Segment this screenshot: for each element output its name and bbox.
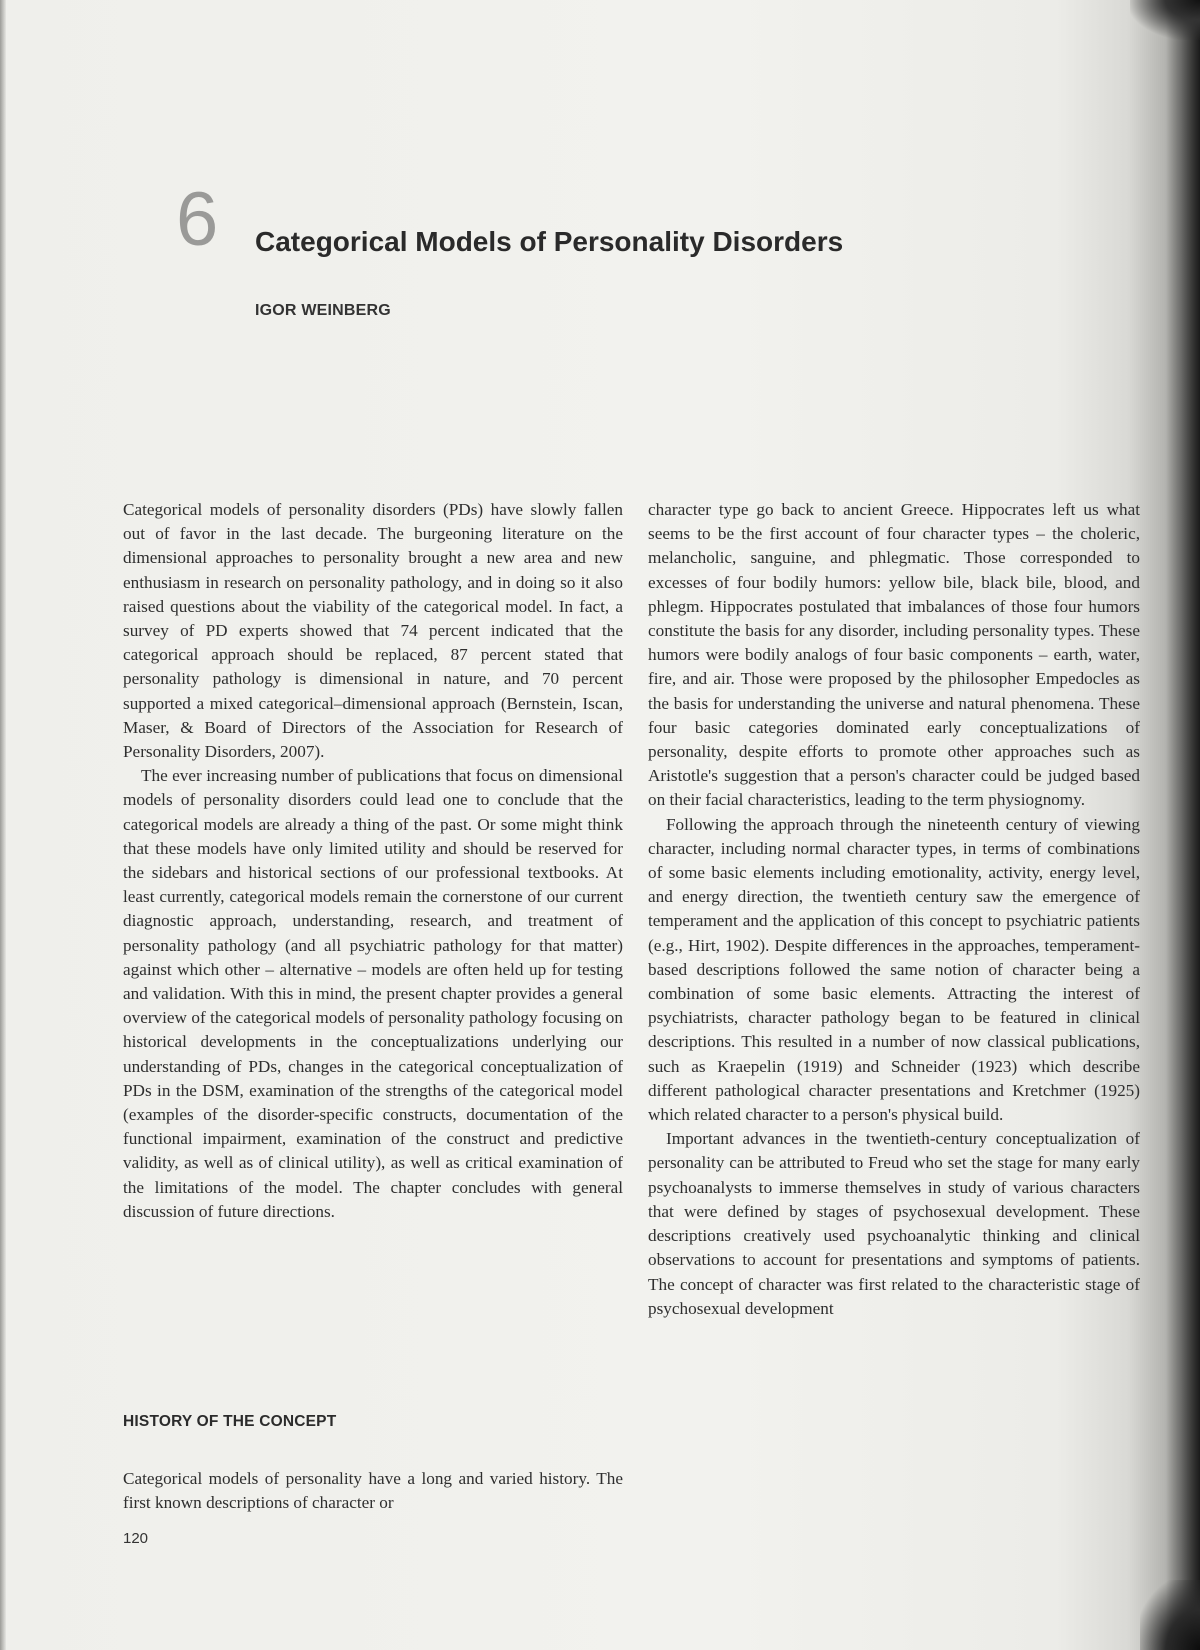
chapter-title: Categorical Models of Personality Disorders xyxy=(255,226,844,257)
right-paragraph-2: Following the approach through the nineteenth century of viewing character, including normal character types, in terms of combinations of some basic elements including emotionality, activity, energy level, and energy direction, the twentieth century saw the emergence of temperament and the application of this concept to psychiatric patients (e.g., Hirt, 1902). Despite differences in the approaches, temperament-based descriptions followed the same notion of character being a combination of some basic elements. Attracting the interest of psychiatrists, character pathology began to be featured in clinical descriptions. This resulted in a number of now classical publications, such as Kraepelin (1919) and Schneider (1923) which describe different pathological character presentations and Kretchmer (1925) which related character to a person's physical build. xyxy=(648,814,1140,1125)
left-paragraph-1: Categorical models of personality disorders (PDs) have slowly fallen out of favor in the last decade. The burgeoning literature on the dimensional approaches to personality brought a new area and new enthusiasm in research on personality pathology, and in doing so it also raised questions about the viability of the categorical model. In fact, a survey of PD experts showed that 74 percent indicated that the categorical approach should be replaced, 87 percent stated that personality pathology is dimensional in nature, and 70 percent supported a mixed categorical–dimensional approach (Bernstein, Iscan, Maser, & Board of Directors of the Association for Research of Personality Disorders, 2007). xyxy=(123,500,623,762)
page-corner-top xyxy=(1130,0,1200,40)
left-paragraph-2: The ever increasing number of publications that focus on dimensional models of personality disorders could lead one to conclude that the categorical models are already a thing of the past. Or some might think that these models have only limited utility and should be reserved for the sidebars and historical sections of our professional textbooks. At least currently, categorical models remain the cornerstone of our current diagnostic approach, understanding, research, and treatment of personality pathology (and all psychiatric pathology for that matter) against which other – alternative – models are often held up for testing and validation. With this in mind, the present chapter provides a general overview of the categorical models of personality pathology focusing on historical developments in the conceptualizations underlying our understanding of PDs, changes in the categorical conceptualization of PDs in the DSM, examination of the strengths of the categorical model (examples of the disorder-specific constructs, documentation of the functional impairment, examination of the construct and predictive validity, as well as of clinical utility), as well as critical examination of the limitations of the model. The chapter concludes with general discussion of future directions. xyxy=(123,766,623,1221)
section-heading: HISTORY OF THE CONCEPT xyxy=(123,1413,337,1430)
left-column xyxy=(123,498,623,1224)
right-column xyxy=(648,498,1140,1321)
section-paragraph: Categorical models of personality have a long and varied history. The first known descriptions of character or xyxy=(123,1469,623,1513)
right-paragraph-3: Important advances in the twentieth-century conceptualization of personality can be attributed to Freud who set the stage for many early psychoanalysts to immerse themselves in study of various characters that were defined by stages of psychosexual development. These descriptions creatively used psychoanalytic thinking and clinical observations to account for presentations and symptoms of patients. The concept of character was first related to the characteristic stage of psychosexual development xyxy=(648,1129,1140,1318)
page-left-edge xyxy=(0,0,6,1650)
page-number: 120 xyxy=(123,1530,149,1547)
chapter-number: 6 xyxy=(176,177,219,262)
binding-shadow xyxy=(1166,0,1200,1650)
chapter-author: IGOR WEINBERG xyxy=(255,302,391,319)
section-text xyxy=(123,1467,623,1515)
page-corner-bottom xyxy=(1140,1580,1200,1650)
right-paragraph-1: character type go back to ancient Greece. Hippocrates left us what seems to be the first account of four character types – the choleric, melancholic, sanguine, and phlegmatic. Those corresponded to excesses of four bodily humors: yellow bile, black bile, blood, and phlegm. Hippocrates postulated that imbalances of those four humors constitute the basis for any disorder, including personality types. These humors were bodily analogs of four basic components – earth, water, fire, and air. Those were proposed by the philosopher Empedocles as the basis for understanding the universe and natural phenomena. These four basic categories dominated early conceptualizations of personality, despite efforts to promote other approaches such as Aristotle's suggestion that a person's character could be judged based on their facial characteristics, leading to the term physiognomy. xyxy=(648,500,1140,810)
